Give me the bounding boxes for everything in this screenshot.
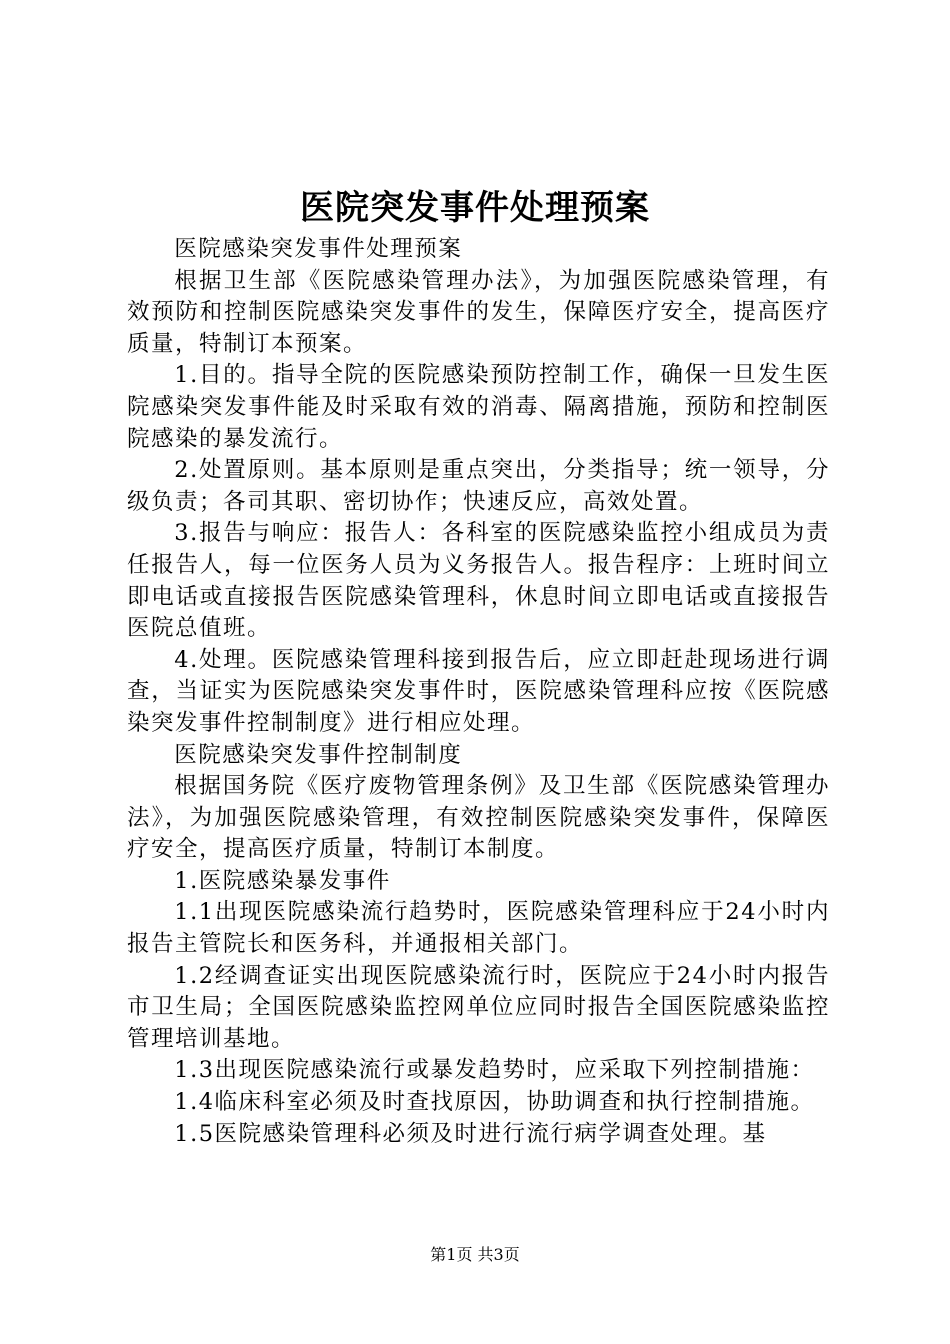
paragraph: 3.报告与响应：报告人：各科室的医院感染监控小组成员为责任报告人，每一位医务人员为义务报告人。报告程序：上班时间立即电话或直接报告医院感染管理科，休息时间立即电话或直接报告医院总值班。 — [127, 520, 830, 642]
paragraph: 1.4临床科室必须及时查找原因，协助调查和执行控制措施。 — [174, 1089, 815, 1116]
paragraph: 1.3出现医院感染流行或暴发趋势时，应采取下列控制措施： — [174, 1057, 815, 1084]
paragraph: 1.5医院感染管理科必须及时进行流行病学调查处理。基 — [174, 1120, 767, 1147]
section-heading: 医院感染突发事件处理预案 — [174, 236, 463, 262]
paragraph: 1.1出现医院感染流行趋势时，医院感染管理科应于24小时内报告主管院长和医务科，并通报相关部门。 — [127, 899, 830, 958]
paragraph: 2.处置原则。基本原则是重点突出，分类指导；统一领导，分级负责；各司其职、密切协作；快速反应，高效处置。 — [127, 457, 830, 515]
paragraph: 4.处理。医院感染管理科接到报告后，应立即赶赴现场进行调查，当证实为医院感染突发事件时，医院感染管理科应按《医院感染突发事件控制制度》进行相应处理。 — [127, 646, 830, 736]
paragraph: 1.目的。指导全院的医院感染预防控制工作，确保一旦发生医院感染突发事件能及时采取有效的消毒、隔离措施，预防和控制医院感染的暴发流行。 — [127, 362, 830, 452]
document-title: 医院突发事件处理预案 — [300, 188, 650, 228]
page-footer: 第1页 共3页 — [430, 1245, 520, 1264]
paragraph: 根据卫生部《医院感染管理办法》，为加强医院感染管理，有效预防和控制医院感染突发事件的发生，保障医疗安全，提高医疗质量，特制订本预案。 — [127, 267, 830, 357]
paragraph: 根据国务院《医疗废物管理条例》及卫生部《医院感染管理办法》，为加强医院感染管理，有效控制医院感染突发事件，保障医疗安全，提高医疗质量，特制订本制度。 — [127, 773, 830, 863]
section-heading: 医院感染突发事件控制制度 — [174, 741, 463, 768]
paragraph: 1.医院感染暴发事件 — [174, 867, 391, 894]
document-body — [127, 234, 830, 1150]
paragraph: 1.2经调查证实出现医院感染流行时，医院应于24小时内报告市卫生局；全国医院感染监控网单位应同时报告全国医院感染监控管理培训基地。 — [127, 962, 830, 1052]
